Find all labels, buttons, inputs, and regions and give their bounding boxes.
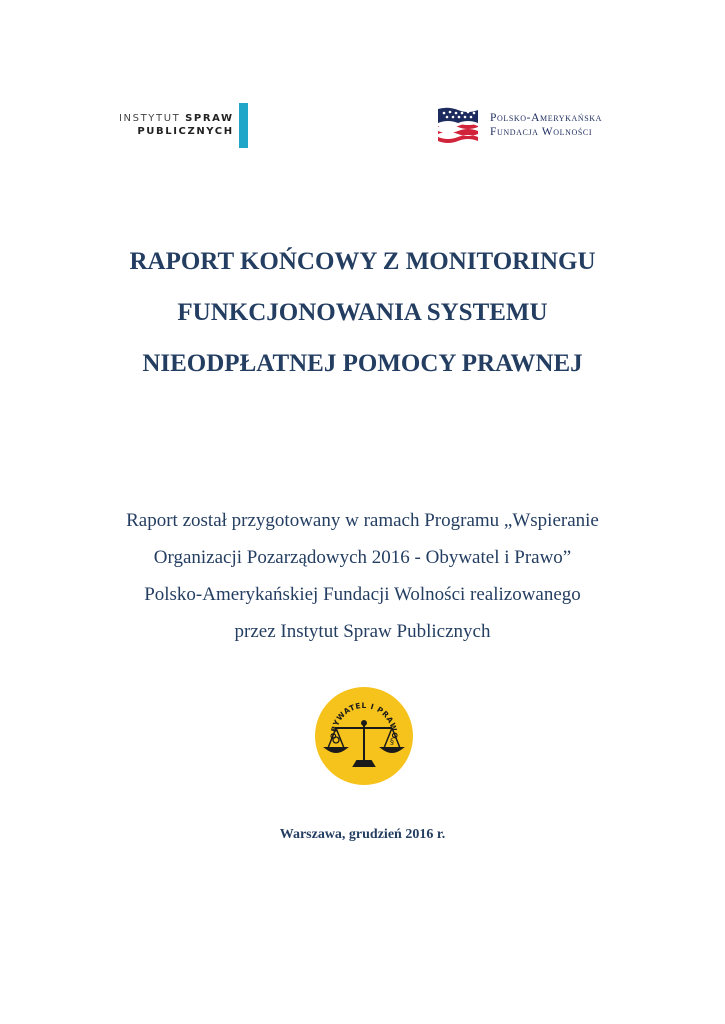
report-title — [40, 236, 685, 389]
pafw-logo-text — [490, 111, 602, 139]
isp-logo-line1 — [119, 112, 234, 125]
isp-logo-word-instytut: INSTYTUT — [119, 113, 181, 124]
isp-logo — [119, 103, 248, 147]
report-title-line2: FUNKCJONOWANIA SYSTEMU — [177, 299, 548, 326]
isp-logo-bar — [239, 103, 248, 148]
report-description-line2: Organizacji Pozarządowych 2016 - Obywatel i Prawo” — [153, 547, 572, 568]
obywatel-i-prawo-badge — [314, 686, 414, 786]
report-description-line4: przez Instytut Spraw Publicznych — [234, 621, 491, 642]
report-description — [40, 502, 685, 650]
report-description-line3: Polsko-Amerykańskiej Fundacji Wolności realizowanego — [144, 584, 581, 605]
badge-text: OBYWATEL I PRAWO — [328, 700, 400, 740]
isp-logo-word-spraw: SPRAW — [185, 113, 234, 124]
stars-and-stripes-flag-icon — [436, 107, 480, 143]
report-title-line3: NIEODPŁATNEJ POMOCY PRAWNEJ — [142, 350, 583, 377]
report-title-line1: RAPORT KOŃCOWY Z MONITORINGU — [129, 248, 596, 275]
isp-logo-text — [119, 112, 234, 138]
svg-text:§: § — [390, 737, 394, 746]
pafw-logo-line1: Polsko-Amerykańska — [490, 112, 603, 124]
report-description-line1: Raport został przygotowany w ramach Programu „Wspieranie — [126, 510, 599, 531]
pafw-logo — [436, 107, 602, 143]
pafw-logo-line2: Fundacja Wolności — [490, 126, 593, 138]
place-and-date: Warszawa, grudzień 2016 r. — [279, 827, 446, 842]
isp-logo-line2: PUBLICZNYCH — [137, 126, 234, 137]
